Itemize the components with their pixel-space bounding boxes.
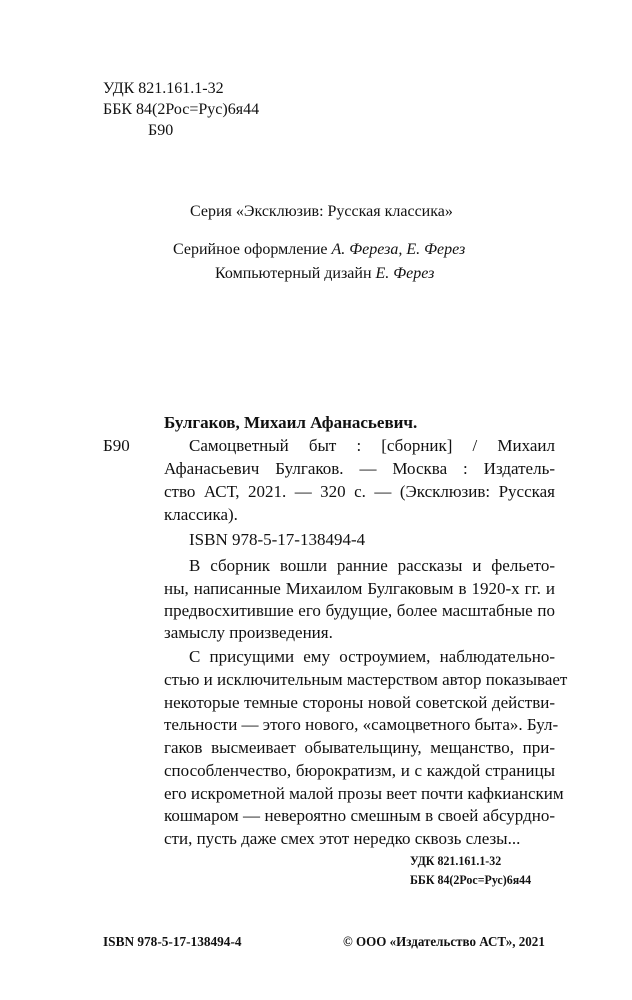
footer-isbn: [103, 935, 249, 951]
author-mark-record: Б90: [103, 436, 130, 455]
annotation-p1-line-3: предвосхитившие его будущие, более масштабные по: [164, 601, 555, 620]
series-design-label: Серийное оформление: [173, 241, 328, 258]
annotation-p2-line-9: сти, пусть даже смех этот нередко сквозь слезы...: [164, 829, 521, 848]
computer-design-line: [215, 265, 434, 283]
series-design-line: [173, 241, 465, 259]
annotation-p2-line-7: его искрометной малой прозы веет почти кафкианским: [164, 784, 564, 803]
series-design-names: А. Фереза, Е. Ферез: [331, 241, 466, 258]
annotation-p2-line-4: тельности — этого нового, «самоцветного быта». Бул-: [164, 715, 559, 734]
annotation-p2-line-5: гаков высмеивает обывательщину, мещанство, при-: [164, 738, 555, 757]
description-line-2: Афанасьевич Булгаков. — Москва : Издатель-: [164, 459, 555, 478]
record-isbn: ISBN 978-5-17-138494-4: [189, 530, 366, 549]
description-line-1: Самоцветный быт : [сборник] / Михаил: [189, 436, 555, 455]
annotation-p1-line-4: замыслу произведения.: [164, 623, 333, 642]
series-line: Серия «Эксклюзив: Русская классика»: [190, 203, 453, 220]
annotation-p2-line-1: С присущими ему остроумием, наблюдательно-: [189, 647, 555, 666]
footer-copyright-text: © ООО «Издательство АСТ», 2021: [343, 935, 545, 950]
annotation-p2-line-8: кошмаром — невероятно смешным в своей абсурдно-: [164, 806, 555, 825]
bottom-udk-text: УДК 821.161.1-32: [410, 853, 502, 868]
annotation-p2-line-3: некоторые темные стороны новой советской действи-: [164, 693, 555, 712]
footer-copyright: [343, 935, 560, 951]
annotation-p1-line-2: ны, написанные Михаилом Булгаковым в 1920-х гг. и: [164, 579, 555, 598]
annotation-p2-line-6: способленчество, бюрократизм, и с каждой страницы: [164, 761, 555, 780]
bottom-udk: [410, 853, 509, 869]
udk-code: УДК 821.161.1-32: [103, 80, 224, 97]
annotation-p2-line-2: стью и исключительным мастерством автор показывает: [164, 670, 568, 689]
author-mark-top: Б90: [148, 122, 174, 139]
computer-design-name: Е. Ферез: [375, 265, 435, 282]
description-line-4: классика).: [164, 505, 238, 524]
footer-isbn-text: ISBN 978-5-17-138494-4: [103, 935, 242, 950]
description-line-3: ство АСТ, 2021. — 320 с. — (Эксклюзив: Русская: [164, 482, 555, 501]
computer-design-label: Компьютерный дизайн: [215, 265, 372, 282]
bottom-bbk: [410, 872, 542, 888]
bbk-code: ББК 84(2Рос=Рус)6я44: [103, 101, 260, 118]
annotation-p1-line-1: В сборник вошли ранние рассказы и фельето-: [189, 556, 555, 575]
bottom-bbk-text: ББК 84(2Рос=Рус)6я44: [410, 872, 532, 887]
author-heading: Булгаков, Михаил Афанасьевич.: [164, 413, 418, 432]
